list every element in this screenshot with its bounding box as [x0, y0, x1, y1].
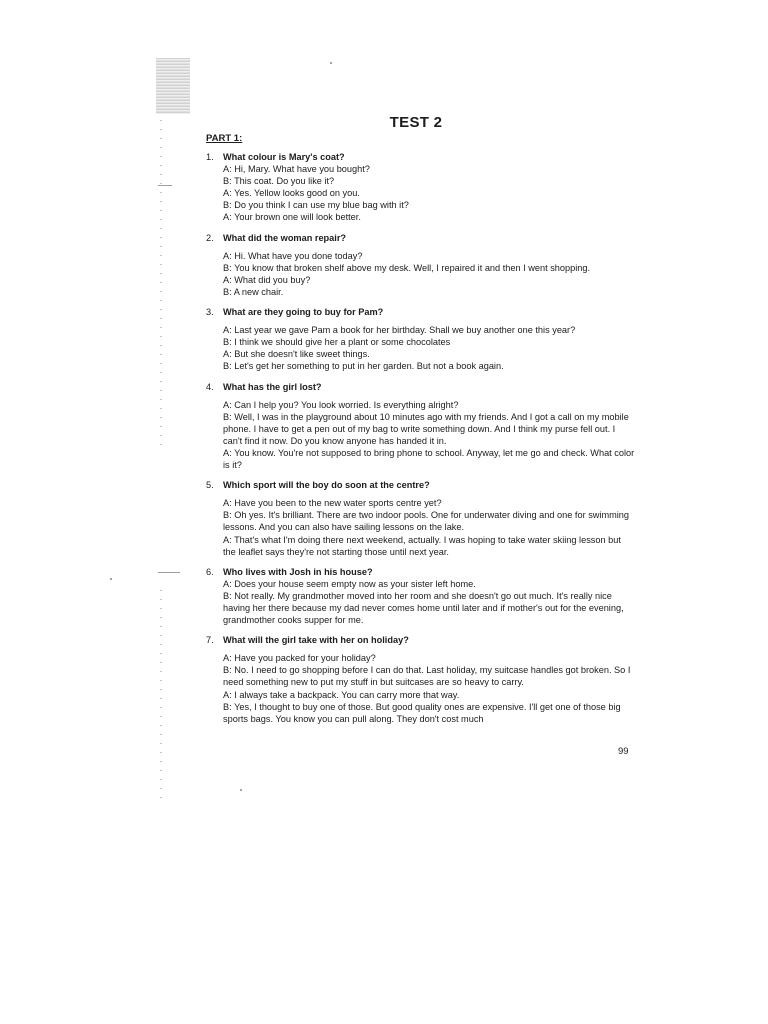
- question-block: [206, 634, 636, 725]
- dialogue-line: A: You know. You're not supposed to bring phone to school. Anyway, let me go and check. What color is it?: [223, 447, 635, 471]
- question-prompt: What will the girl take with her on holiday?: [223, 635, 409, 646]
- question-block: [206, 151, 636, 224]
- question-number: 3.: [206, 307, 214, 318]
- question-number: 1.: [206, 152, 214, 162]
- question-prompt: What has the girl lost?: [223, 381, 322, 392]
- question-number: 7.: [206, 635, 214, 646]
- dialogue-line: A: Can I help you? You look worried. Is everything alright?: [223, 399, 459, 410]
- question-heading: [206, 151, 636, 163]
- dialogue-line: B: Well, I was in the playground about 10 minutes ago with my friends. And I got a call on my mobile phone. I have to get a pen out of my bag to write something down. And I think my purse fell out. I can't find it now. Do you know anyone has handed it in.: [223, 411, 629, 446]
- question-block: [206, 479, 636, 558]
- question-prompt: Who lives with Josh in his house?: [223, 566, 373, 577]
- dialogue: [206, 652, 636, 725]
- margin-mark: [158, 572, 180, 573]
- question-number: 4.: [206, 381, 214, 392]
- dialogue-line: A: What did you buy?: [223, 274, 311, 285]
- dialogue-line: A: Last year we gave Pam a book for her birthday. Shall we buy another one this year?: [223, 325, 576, 336]
- dialogue-line: A: Your brown one will look better.: [223, 212, 361, 223]
- dialogue: [206, 578, 636, 626]
- question-heading: [206, 381, 636, 393]
- page-number: 99: [618, 746, 629, 757]
- dialogue-line: B: Oh yes. It's brilliant. There are two indoor pools. One for underwater diving and one for swimming lessons. And you can also have sailing lessons on the lake.: [223, 510, 630, 533]
- dialogue-line: A: Hi. What have you done today?: [223, 250, 363, 261]
- margin-dots: [160, 120, 162, 450]
- dialogue-line: B: Do you think I can use my blue bag with it?: [223, 200, 409, 211]
- dialogue-line: B: A new chair.: [223, 286, 284, 297]
- question-block: [206, 566, 636, 626]
- dialogue-line: B: No. I need to go shopping before I can do that. Last holiday, my suitcase handles got broken. So I need something new to put my stuff in but suitcases are so heavy to carry.: [223, 665, 631, 688]
- question-number: 2.: [206, 232, 214, 243]
- dialogue-line: A: I always take a backpack. You can carry more that way.: [223, 689, 460, 700]
- question-number: 6.: [206, 566, 214, 577]
- dialogue-line: A: But she doesn't like sweet things.: [223, 349, 370, 360]
- scan-speck: [110, 578, 112, 580]
- margin-mark: [158, 185, 172, 186]
- dialogue: [206, 324, 636, 372]
- dialogue-line: B: Let's get her something to put in her garden. But not a book again.: [223, 361, 504, 372]
- scan-edge-mark: [156, 58, 190, 114]
- question-block: [206, 232, 636, 298]
- question-prompt: Which sport will the boy do soon at the centre?: [223, 480, 430, 491]
- question-prompt: What did the woman repair?: [223, 232, 347, 243]
- part-label: PART 1:: [206, 133, 243, 144]
- question-prompt: What colour is Mary's coat?: [223, 152, 345, 162]
- dialogue: [206, 250, 636, 298]
- dialogue-line: B: Yes, I thought to buy one of those. But good quality ones are expensive. I'll get one of those big sports bags. You know you can pull along. They don't cost much: [223, 701, 621, 724]
- dialogue-line: B: I think we should give her a plant or some chocolates: [223, 337, 451, 348]
- question-number: 5.: [206, 480, 214, 491]
- dialogue-line: A: Does your house seem empty now as your sister left home.: [223, 578, 476, 589]
- dialogue-line: B: Not really. My grandmother moved into her room and she doesn't go out much. It's really nice having her there because my dad never comes home until later and if mother's out for the evening, grandmother cooks supper for me.: [223, 590, 624, 626]
- question-block: [206, 306, 636, 372]
- scan-speck: [240, 789, 242, 791]
- dialogue: [206, 399, 636, 472]
- dialogue: [206, 497, 636, 557]
- dialogue-line: B: This coat. Do you like it?: [223, 176, 335, 187]
- scan-speck: [330, 62, 332, 64]
- question-prompt: What are they going to buy for Pam?: [223, 307, 384, 318]
- question-heading: [206, 634, 636, 646]
- dialogue-line: A: Yes. Yellow looks good on you.: [223, 188, 360, 199]
- page-title: TEST 2: [389, 114, 443, 131]
- dialogue-line: A: That's what I'm doing there next weekend, actually. I was hoping to take water skiing lesson but the leaflet says they're not starting those until next year.: [223, 534, 621, 557]
- question-heading: [206, 232, 636, 244]
- dialogue-line: A: Have you been to the new water sports centre yet?: [223, 498, 442, 509]
- question-heading: [206, 566, 636, 578]
- question-list: [206, 151, 636, 733]
- question-heading: [206, 479, 636, 491]
- dialogue: [206, 163, 636, 223]
- question-block: [206, 381, 636, 472]
- question-heading: [206, 306, 636, 318]
- dialogue-line: A: Hi, Mary. What have you bought?: [223, 164, 370, 175]
- dialogue-line: A: Have you packed for your holiday?: [223, 653, 376, 664]
- margin-dots-lower: [160, 590, 162, 800]
- dialogue-line: B: You know that broken shelf above my desk. Well, I repaired it and then I went shopping.: [223, 262, 591, 273]
